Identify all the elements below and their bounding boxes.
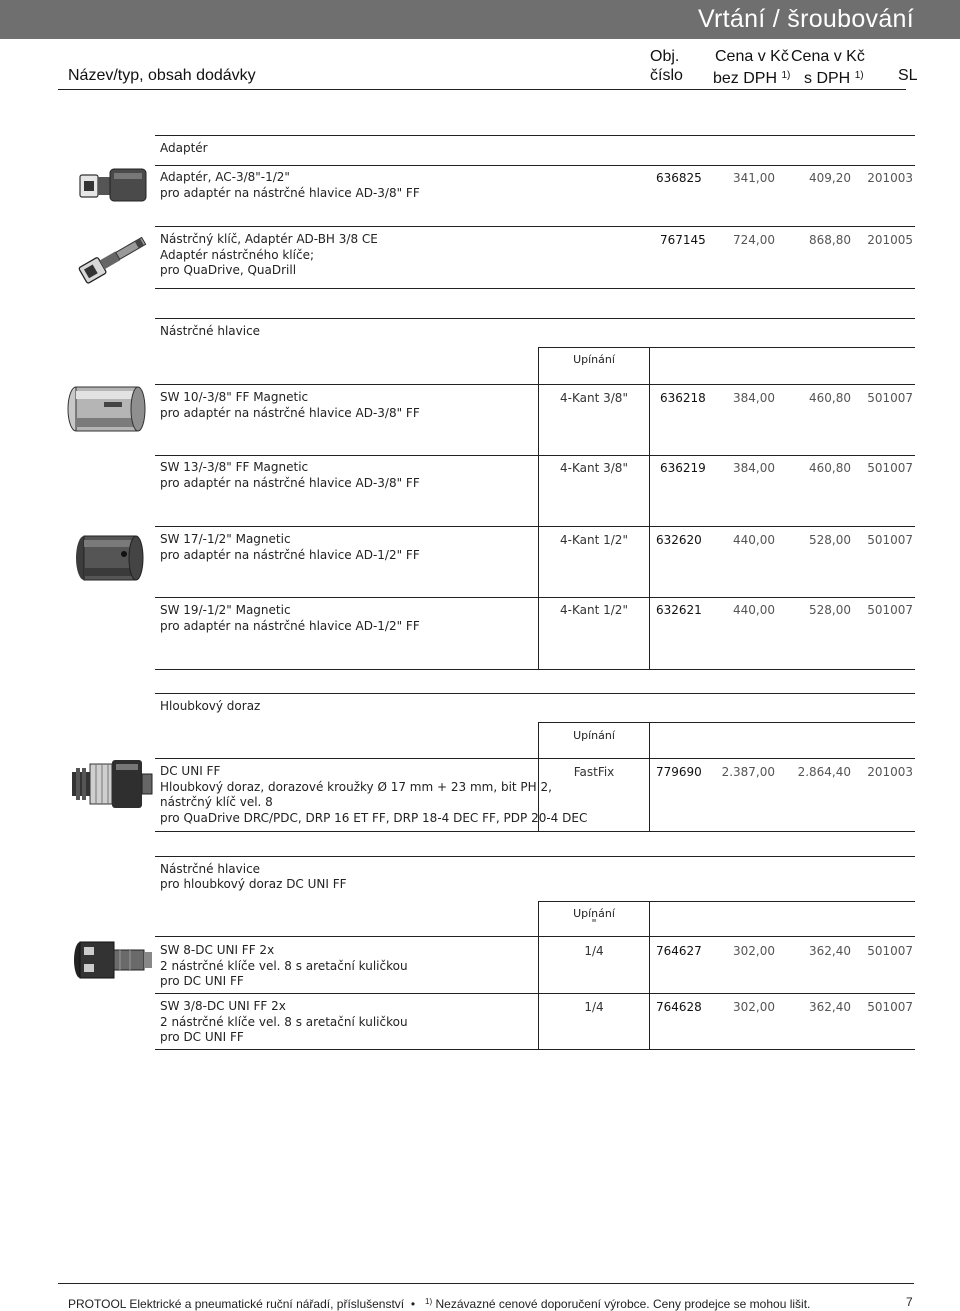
section-title-sockets: Nástrčné hlavice	[160, 324, 261, 338]
bit-socket-icon	[70, 938, 154, 982]
product-name: Nástrčný klíč, Adaptér AD-BH 3/8 CE	[160, 232, 378, 246]
sl-code: 501007	[867, 533, 913, 547]
price-excl-vat: 2.387,00	[721, 765, 775, 779]
order-number: 764627	[656, 944, 702, 958]
column-header-rule	[538, 722, 915, 723]
column-header-rule	[538, 901, 915, 902]
hex-adapter-icon	[70, 228, 155, 286]
sl-code: 201003	[867, 171, 913, 185]
column-separator	[538, 901, 539, 1049]
order-number: 636825	[656, 171, 702, 185]
row-rule	[155, 226, 915, 227]
price-excl-vat: 384,00	[733, 391, 775, 405]
row-rule	[155, 384, 915, 385]
header-obj-line1: Obj.	[650, 48, 680, 65]
product-name: SW 19/-1/2" Magnetic	[160, 603, 291, 617]
order-number: 779690	[656, 765, 702, 779]
product-detail: pro adaptér na nástrčné hlavice AD-1/2" FF	[160, 618, 420, 633]
product-description	[160, 390, 420, 421]
footer-rule	[58, 1283, 914, 1284]
product-detail: nástrčný klíč vel. 8	[160, 795, 273, 809]
footer-line	[68, 1295, 810, 1311]
order-number: 636219	[660, 461, 706, 475]
column-separator	[649, 901, 650, 1049]
price-incl-vat: 868,80	[809, 233, 851, 247]
impact-socket-icon	[72, 530, 152, 586]
row-rule	[155, 758, 915, 759]
clamping-type: 1/4	[584, 944, 604, 958]
header-price-incl-line1: Cena v Kč	[791, 48, 865, 65]
order-number: 764628	[656, 1000, 702, 1014]
section-rule	[155, 693, 915, 694]
section-title-adapter: Adaptér	[160, 141, 208, 155]
section-title-sockets-dc: Nástrčné hlavice	[160, 862, 261, 876]
row-rule	[155, 288, 915, 289]
header-rule	[58, 89, 906, 90]
section-rule	[155, 856, 915, 857]
row-rule	[155, 936, 915, 937]
price-incl-vat: 460,80	[809, 461, 851, 475]
price-incl-vat: 362,40	[809, 944, 851, 958]
footer-footnote: Nezávazné cenové doporučení výrobce. Ceny prodejce se mohou lišit.	[435, 1297, 811, 1311]
sl-code: 201003	[867, 765, 913, 779]
column-header-clamping: Upínání	[573, 353, 615, 366]
sl-code: 501007	[867, 461, 913, 475]
price-incl-vat: 528,00	[809, 603, 851, 617]
order-number: 632620	[656, 533, 702, 547]
section-title-depth-stop: Hloubkový doraz	[160, 699, 261, 713]
header-sl-label: SL	[898, 67, 918, 84]
price-excl-vat: 302,00	[733, 1000, 775, 1014]
sl-code: 201005	[867, 233, 913, 247]
bullet-icon: •	[407, 1297, 422, 1311]
product-detail: pro QuaDrive, QuaDrill	[160, 263, 297, 277]
product-description	[160, 170, 420, 201]
column-separator	[649, 722, 650, 831]
clamping-type: 4-Kant 3/8"	[560, 461, 628, 475]
column-separator	[649, 347, 650, 669]
product-name: SW 3/8-DC UNI FF 2x	[160, 999, 286, 1013]
order-number: 767145	[660, 233, 706, 247]
socket-icon	[64, 382, 154, 438]
product-name: Adaptér, AC-3/8"-1/2"	[160, 170, 290, 184]
row-rule	[155, 993, 915, 994]
price-incl-vat: 362,40	[809, 1000, 851, 1014]
section-subtitle-sockets-dc: pro hloubkový doraz DC UNI FF	[160, 877, 347, 891]
price-incl-vat: 2.864,40	[797, 765, 851, 779]
product-detail: Hloubkový doraz, dorazové kroužky Ø 17 mm + 23 mm, bit PH 2,	[160, 779, 552, 794]
price-excl-vat: 440,00	[733, 533, 775, 547]
column-header-unit-mark: "	[591, 917, 597, 930]
product-detail: pro DC UNI FF	[160, 1030, 244, 1044]
order-number: 632621	[656, 603, 702, 617]
footnote-mark: 1)	[781, 70, 791, 81]
column-header-clamping: Upínání	[573, 729, 615, 742]
row-rule	[155, 165, 915, 166]
price-excl-vat: 384,00	[733, 461, 775, 475]
product-detail: pro QuaDrive DRC/PDC, DRP 16 ET FF, DRP 18-4 DEC FF, PDP 20-4 DEC	[160, 810, 588, 825]
sl-code: 501007	[867, 391, 913, 405]
row-rule	[155, 597, 915, 598]
order-number: 636218	[660, 391, 706, 405]
page-number: 7	[906, 1295, 913, 1309]
column-header-clamping: Upínání	[573, 907, 615, 920]
product-name: SW 17/-1/2" Magnetic	[160, 532, 291, 546]
footnote-mark: 1)	[854, 70, 864, 81]
product-description	[160, 603, 420, 634]
clamping-type: 4-Kant 3/8"	[560, 391, 628, 405]
footer-brand: PROTOOL Elektrické a pneumatické ruční nářadí, příslušenství	[68, 1297, 405, 1311]
product-description	[160, 999, 408, 1046]
product-detail: Adaptér nástrčného klíče;	[160, 247, 314, 262]
product-name: DC UNI FF	[160, 764, 221, 778]
section-rule	[155, 318, 915, 319]
product-detail: pro adaptér na nástrčné hlavice AD-3/8" FF	[160, 185, 420, 200]
row-rule	[155, 831, 915, 832]
section-rule	[155, 135, 915, 136]
sl-code: 501007	[867, 1000, 913, 1014]
footnote-mark: 1)	[425, 1297, 433, 1306]
product-description	[160, 532, 420, 563]
clamping-type: 4-Kant 1/2"	[560, 533, 628, 547]
clamping-type: 1/4	[584, 1000, 604, 1014]
product-description	[160, 232, 378, 279]
header-price-excl-line2: bez DPH $^{1)}$	[713, 70, 791, 87]
price-incl-vat: 409,20	[809, 171, 851, 185]
product-detail: pro adaptér na nástrčné hlavice AD-3/8" FF	[160, 405, 420, 420]
price-excl-vat: 724,00	[733, 233, 775, 247]
product-detail: pro DC UNI FF	[160, 974, 244, 988]
price-excl-vat: 440,00	[733, 603, 775, 617]
clamping-type: FastFix	[573, 765, 615, 779]
price-excl-vat: 302,00	[733, 944, 775, 958]
product-name: SW 13/-3/8" FF Magnetic	[160, 460, 309, 474]
product-detail: pro adaptér na nástrčné hlavice AD-1/2" FF	[160, 547, 420, 562]
header-price-excl-line1: Cena v Kč	[715, 48, 789, 65]
depth-stop-icon	[68, 756, 154, 812]
header-obj-line2: číslo	[650, 67, 683, 84]
row-rule	[155, 1049, 915, 1050]
row-rule	[155, 455, 915, 456]
product-detail: 2 nástrčné klíče vel. 8 s aretační kuličkou	[160, 1014, 408, 1029]
product-description	[160, 460, 420, 491]
price-incl-vat: 528,00	[809, 533, 851, 547]
row-rule	[155, 669, 915, 670]
column-header-rule	[538, 347, 915, 348]
header-price-incl-line2: s DPH $^{1)}$	[804, 70, 864, 87]
product-detail: 2 nástrčné klíče vel. 8 s aretační kuličkou	[160, 958, 408, 973]
product-description	[160, 764, 587, 826]
sl-code: 501007	[867, 944, 913, 958]
product-description	[160, 943, 408, 990]
price-excl-vat: 341,00	[733, 171, 775, 185]
product-name: SW 10/-3/8" FF Magnetic	[160, 390, 309, 404]
price-incl-vat: 460,80	[809, 391, 851, 405]
product-detail: pro adaptér na nástrčné hlavice AD-3/8" FF	[160, 475, 420, 490]
product-name: SW 8-DC UNI FF 2x	[160, 943, 275, 957]
header-name-label: Název/typ, obsah dodávky	[68, 67, 256, 84]
row-rule	[155, 526, 915, 527]
clamping-type: 4-Kant 1/2"	[560, 603, 628, 617]
banner-title: Vrtání / šroubování	[697, 5, 914, 33]
sl-code: 501007	[867, 603, 913, 617]
adapter-icon	[74, 165, 154, 210]
